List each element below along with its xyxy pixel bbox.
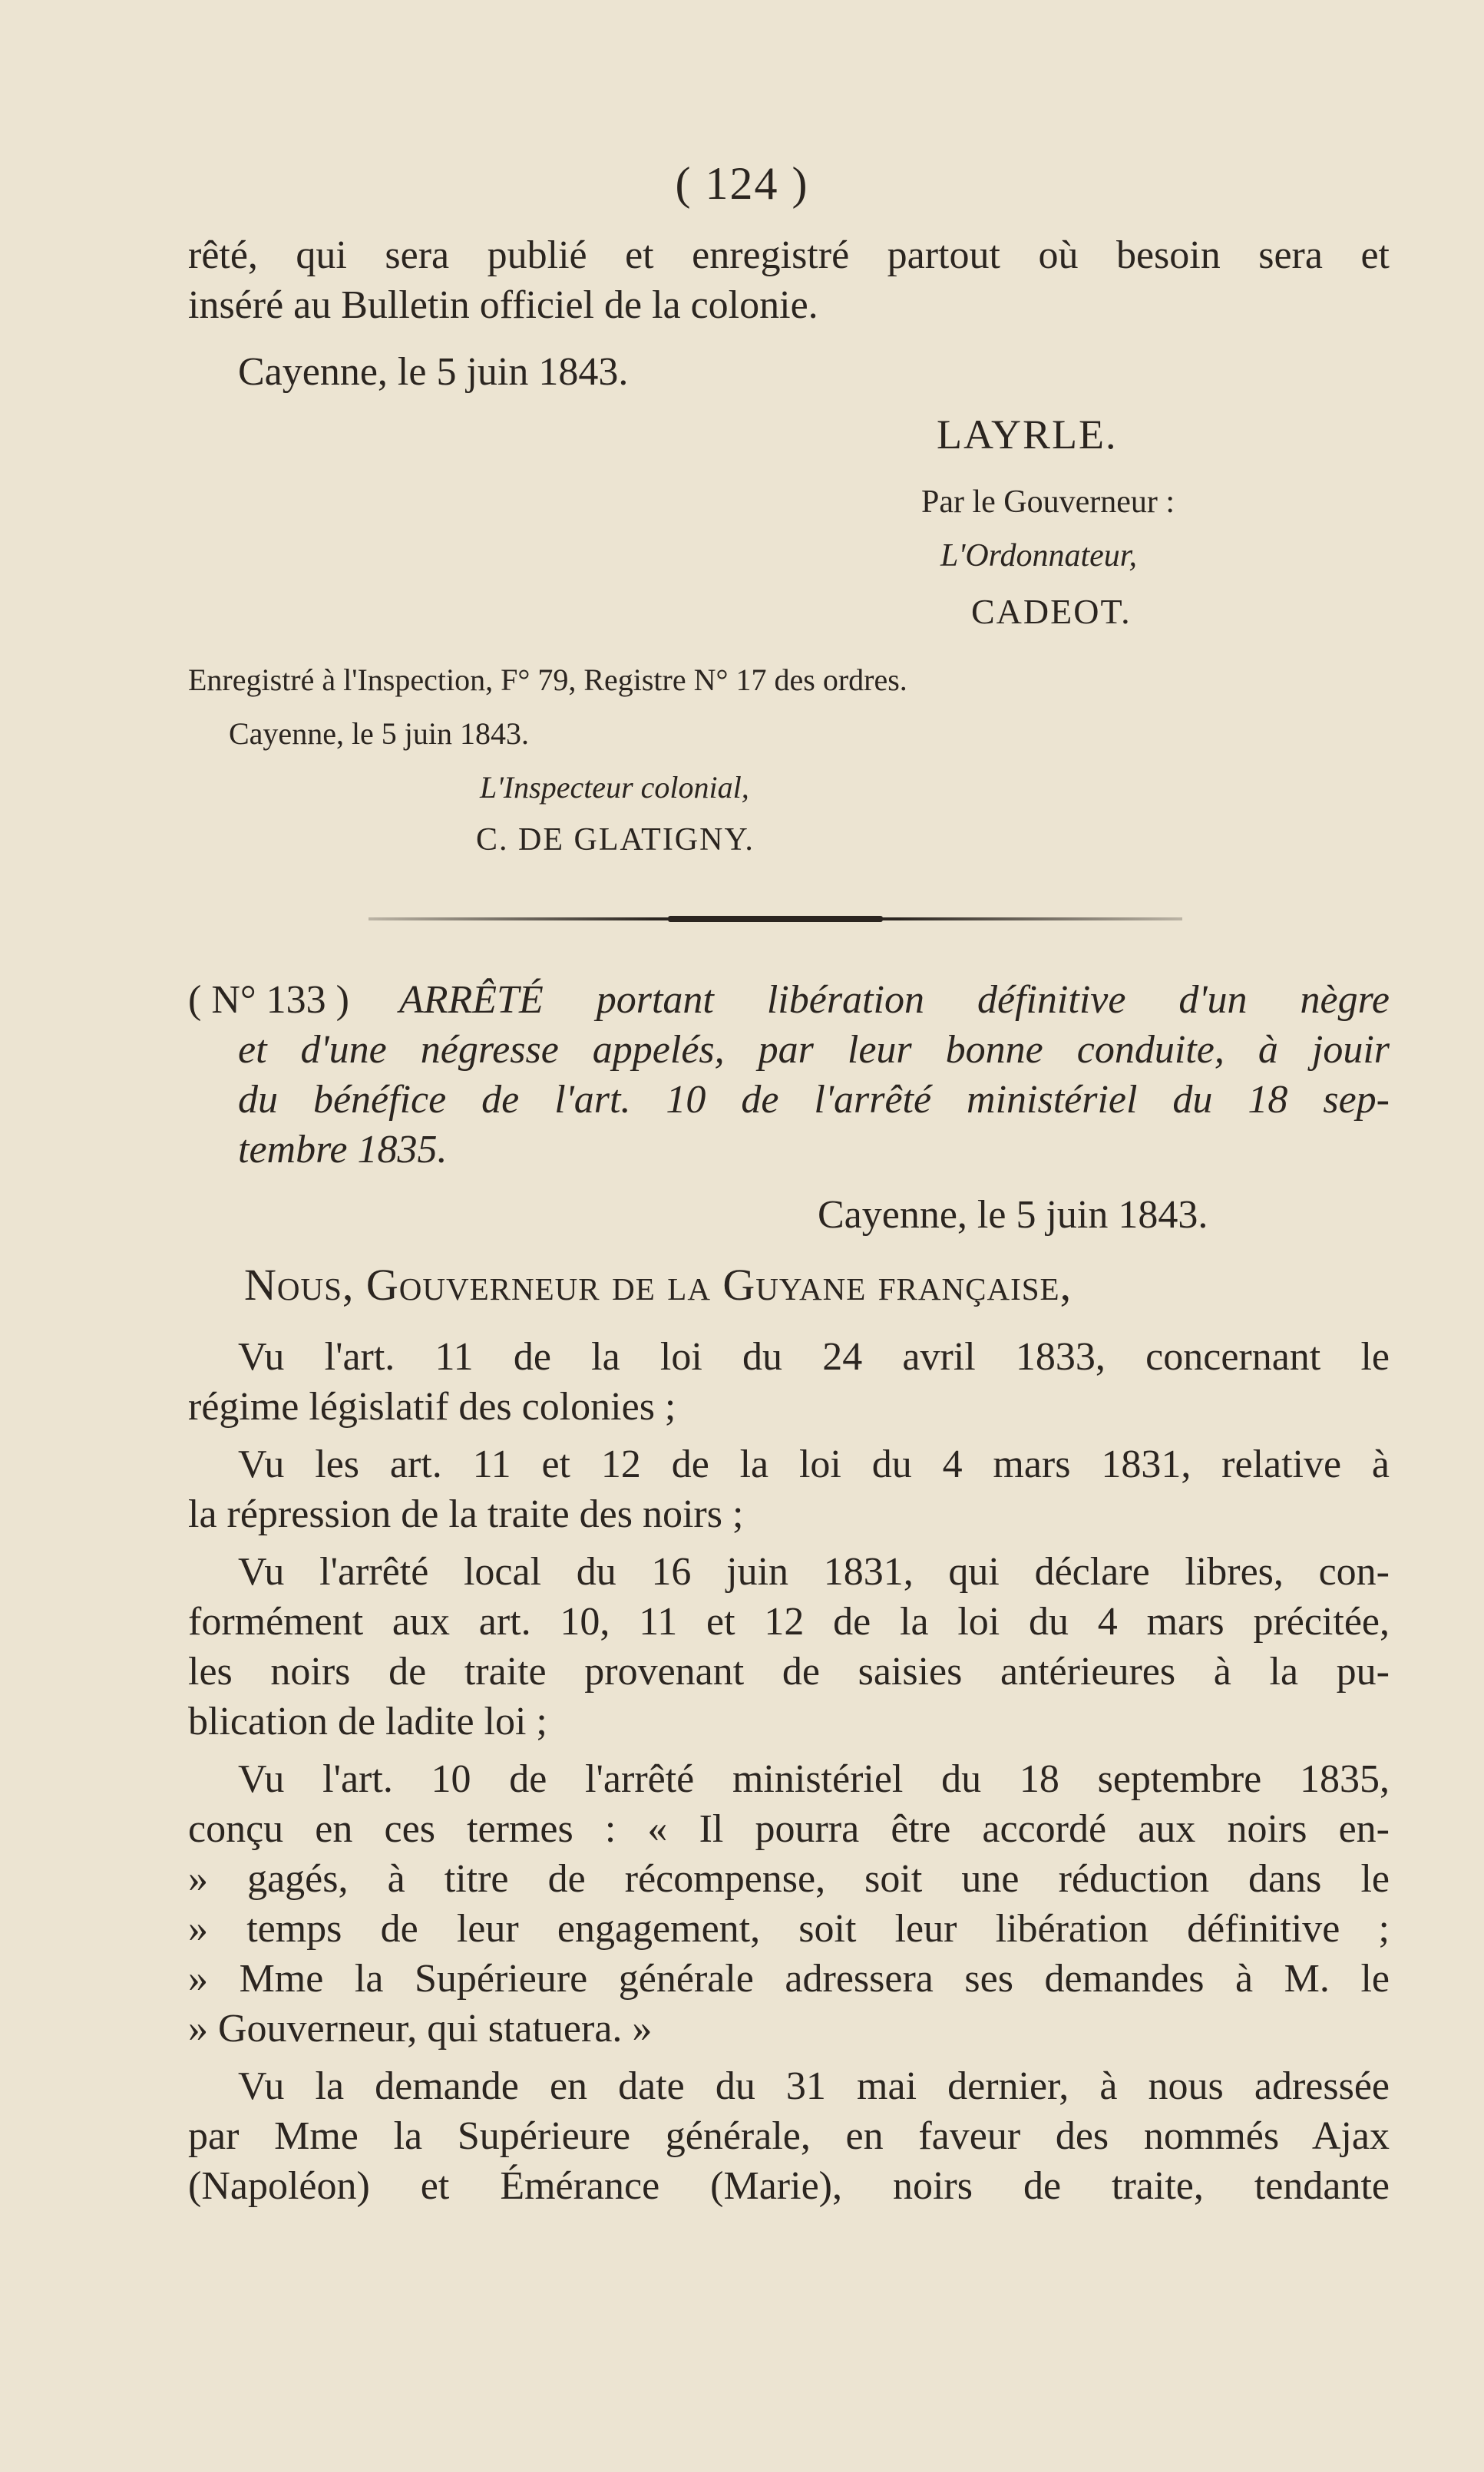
body-line: » Mme la Supérieure générale adressera ses demandes à M. le [188, 1957, 1390, 2001]
ordonnateur-name: CADEOT. [971, 592, 1132, 631]
arrete-heading-line-1 [188, 975, 1390, 1025]
body-line: blication de ladite loi ; [188, 1700, 547, 1743]
body-line: » Gouverneur, qui statuera. » [188, 2007, 653, 2051]
body-line: la répression de la traite des noirs ; [188, 1492, 744, 1536]
inspector-name: C. DE GLATIGNY. [476, 822, 755, 858]
by-governor-line: Par le Gouverneur : [921, 484, 1175, 520]
text-line: rêté, qui sera publié et enregistré partout où besoin sera et [188, 233, 1390, 277]
body-line: formément aux art. 10, 11 et 12 de la loi du 4 mars précitée, [188, 1600, 1390, 1644]
arrete-title-line: tembre 1835. [238, 1128, 448, 1172]
body-line: Vu l'art. 10 de l'arrêté ministériel du 18 septembre 1835, [238, 1757, 1390, 1801]
arrete-title-line: et d'une négresse appelés, par leur bonne conduite, à jouir [238, 1028, 1390, 1072]
body-line: Vu les art. 11 et 12 de la loi du 4 mars 1831, relative à [238, 1443, 1390, 1486]
arrete-title-line: du bénéfice de l'art. 10 de l'arrêté ministériel du 18 sep- [238, 1078, 1390, 1122]
body-line: conçu en ces termes : « Il pourra être accordé aux noirs en- [188, 1807, 1390, 1851]
section-divider-center [668, 916, 883, 922]
body-line: Vu la demande en date du 31 mai dernier, à nous adressée [238, 2064, 1390, 2108]
body-line: (Napoléon) et Émérance (Marie), noirs de traite, tendante [188, 2164, 1390, 2208]
body-line: » gagés, à titre de récompense, soit une réduction dans le [188, 1857, 1390, 1901]
body-line: Vu l'arrêté local du 16 juin 1831, qui déclare libres, con- [238, 1550, 1390, 1594]
body-line: » temps de leur engagement, soit leur libération définitive ; [188, 1907, 1390, 1951]
body-line: les noirs de traite provenant de saisies antérieures à la pu- [188, 1650, 1390, 1694]
arrete-number: ( N° 133 ) [188, 978, 349, 1022]
signature-layrle: LAYRLE. [937, 411, 1118, 458]
registration-date: Cayenne, le 5 juin 1843. [229, 716, 530, 751]
body-line: par Mme la Supérieure générale, en faveur des nommés Ajax [188, 2114, 1390, 2158]
date-line: Cayenne, le 5 juin 1843. [238, 350, 629, 394]
inspector-title: L'Inspecteur colonial, [480, 770, 749, 805]
page-number: ( 124 ) [675, 158, 809, 209]
body-line: Vu l'art. 11 de la loi du 24 avril 1833, concernant le [238, 1335, 1390, 1379]
arrete-title-line: ARRÊTÉ portant libération définitive d'un nègre [399, 978, 1390, 1022]
arrete-date: Cayenne, le 5 juin 1843. [818, 1193, 1208, 1237]
registration-line: Enregistré à l'Inspection, F° 79, Registre N° 17 des ordres. [188, 663, 907, 697]
text-line: inséré au Bulletin officiel de la colonie. [188, 283, 818, 327]
ordonnateur-title: L'Ordonnateur, [940, 538, 1137, 573]
nous-gouverneur-line: Nous, Gouverneur de la Guyane française, [244, 1260, 1073, 1310]
body-line: régime législatif des colonies ; [188, 1385, 676, 1429]
